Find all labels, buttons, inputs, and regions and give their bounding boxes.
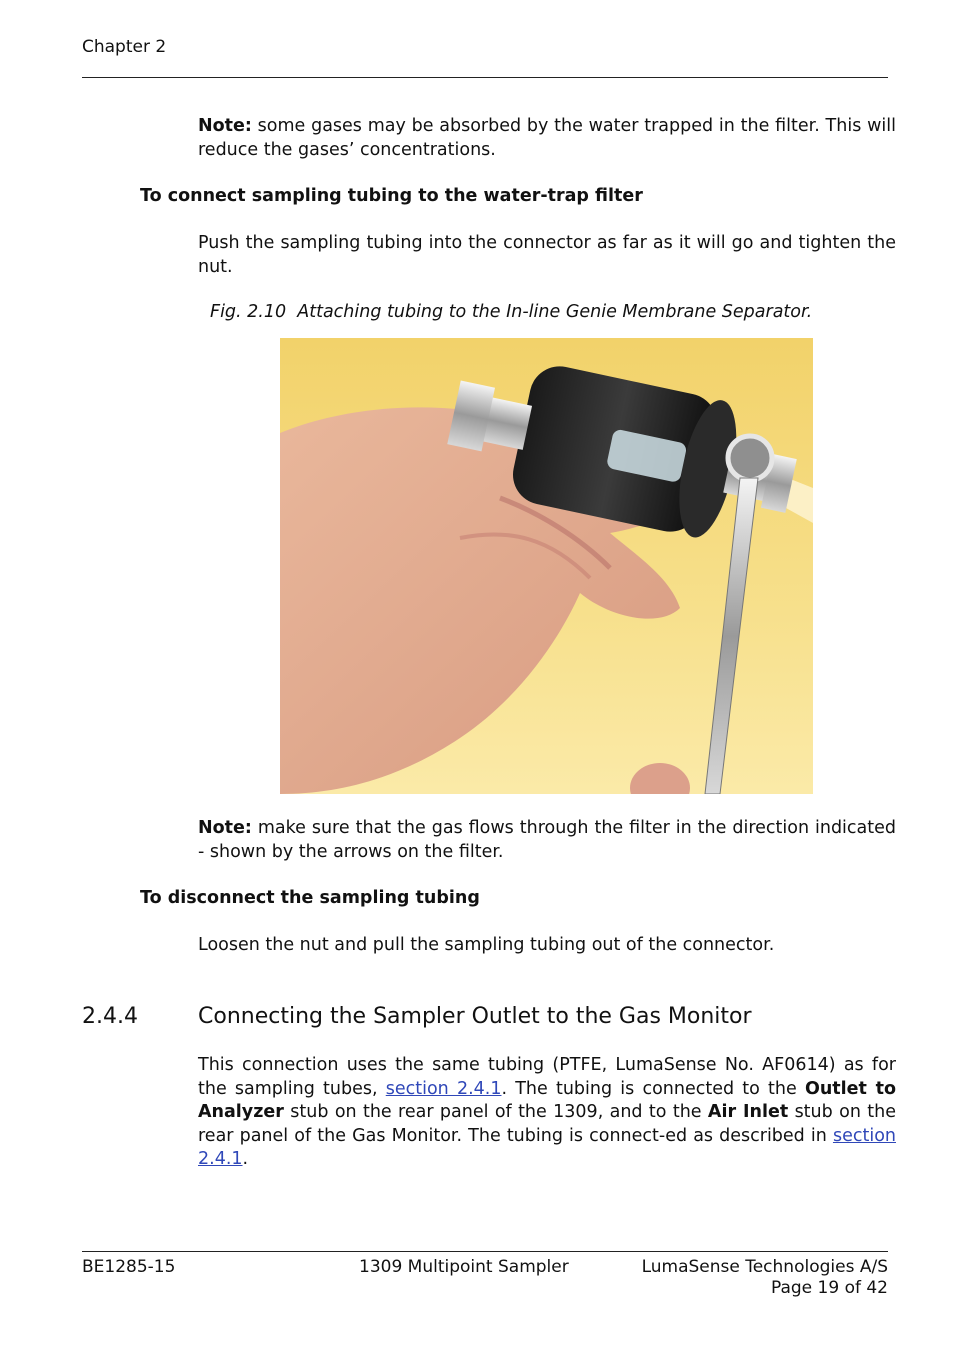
section-paragraph <box>198 1054 896 1172</box>
chapter-header: Chapter 2 <box>82 37 167 57</box>
photo-hand-filter-wrench <box>280 338 813 794</box>
section-text: stub on the rear panel of the 1309, and to the <box>283 1102 708 1122</box>
figure-photo <box>280 338 813 794</box>
section-text: . The tubing is connected to the <box>501 1078 805 1099</box>
note-block-2 <box>198 817 896 864</box>
section-link[interactable]: section 2.4.1 <box>198 1125 896 1169</box>
header-rule <box>82 77 888 78</box>
note-text: some gases may be absorbed by the water trapped in the filter. This will reduce the gases’ concentrations. <box>198 116 896 160</box>
section-text: This connection uses the same tubing (PTFE, LumaSense No. AF0614) as for the sampling tubes, <box>198 1055 896 1099</box>
figure-caption: Fig. 2.10 Attaching tubing to the In-line Genie Membrane Separator. <box>210 302 813 322</box>
section-text: stub on the rear panel of the Gas Monitor. The tubing is connect-ed as described in <box>198 1102 896 1146</box>
section-link[interactable]: section 2.4.1 <box>385 1078 502 1099</box>
footer-company: LumaSense Technologies A/S <box>641 1257 888 1277</box>
section-text: . <box>242 1149 249 1169</box>
footer-rule <box>82 1251 888 1252</box>
footer-product: 1309 Multipoint Sampler <box>359 1257 569 1277</box>
air-inlet-label: Air Inlet <box>707 1102 789 1122</box>
para-push-tubing: Push the sampling tubing into the connector as far as it will go and tighten the nut. <box>198 233 896 277</box>
section-title: Connecting the Sampler Outlet to the Gas Monitor <box>198 1004 752 1029</box>
footer-page-number: Page 19 of 42 <box>770 1278 888 1298</box>
heading-connect-tubing: To connect sampling tubing to the water-trap filter <box>140 186 643 206</box>
footer-doc-id: BE1285-15 <box>82 1257 176 1277</box>
note-label: Note: <box>198 116 252 136</box>
outlet-to-analyzer-label: Outlet to Analyzer <box>198 1078 897 1122</box>
note-label: Note: <box>198 818 252 838</box>
heading-disconnect-tubing: To disconnect the sampling tubing <box>140 888 480 908</box>
para-loosen-nut: Loosen the nut and pull the sampling tubing out of the connector. <box>198 935 775 955</box>
note-text: make sure that the gas flows through the filter in the direction indicated - shown by the arrows on the filter. <box>198 818 896 862</box>
section-number: 2.4.4 <box>82 1004 138 1029</box>
note-block-1 <box>198 115 896 162</box>
